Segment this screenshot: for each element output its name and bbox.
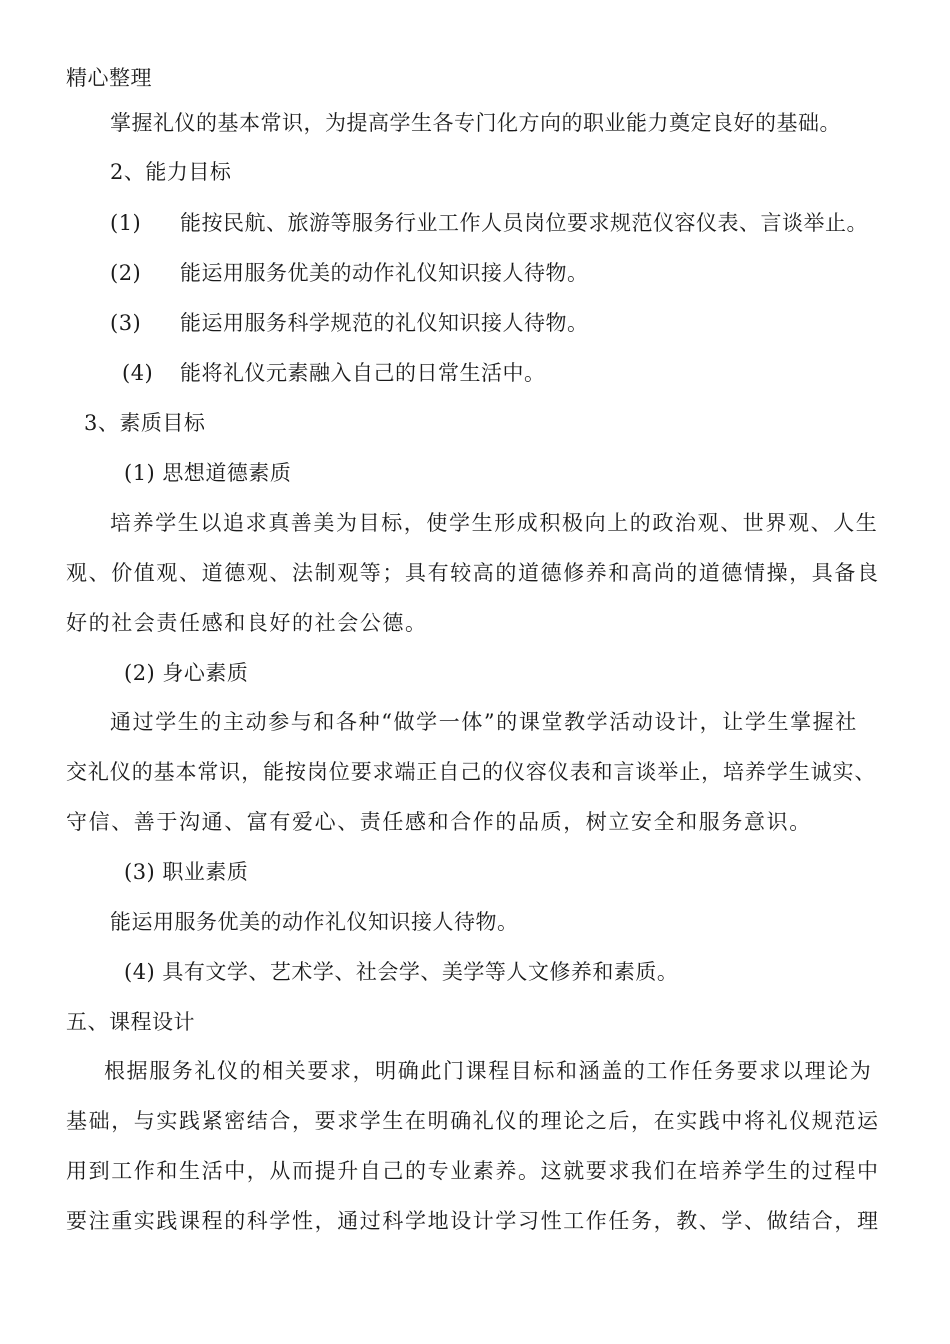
ability-item-1-text: 能按民航、旅游等服务行业工作人员岗位要求规范仪容仪表、言谈举止。 — [180, 211, 868, 235]
ability-heading: 2、能力目标 — [110, 160, 232, 184]
knowledge-goal-text: 掌握礼仪的基本常识，为提高学生各专门化方向的职业能力奠定良好的基础。 — [110, 111, 841, 135]
header-watermark: 精心整理 — [66, 66, 152, 90]
ability-item-2-text: 能运用服务优美的动作礼仪知识接人待物。 — [180, 261, 589, 285]
ability-item-3-num: (3) — [110, 311, 142, 335]
moral-quality-line-2: 观、价值观、道德观、法制观等；具有较高的道德修养和高尚的道德情操，具备良 — [66, 561, 880, 585]
mind-body-quality-line-1: 通过学生的主动参与和各种“做学一体”的课堂教学活动设计，让学生掌握社 — [110, 710, 858, 734]
ability-item-3-text: 能运用服务科学规范的礼仪知识接人待物。 — [180, 311, 589, 335]
ability-item-2-num: (2) — [110, 261, 142, 285]
ability-item-1-num: (1) — [110, 211, 142, 235]
course-design-line-4: 要注重实践课程的科学性，通过科学地设计学习性工作任务，教、学、做结合，理 — [66, 1209, 880, 1233]
ability-item-3 — [110, 309, 589, 337]
course-design-line-2: 基础，与实践紧密结合，要求学生在明确礼仪的理论之后，在实践中将礼仪规范运 — [66, 1109, 880, 1133]
ability-item-4-num: (4) — [122, 361, 154, 385]
quality-heading: 3、素质目标 — [84, 411, 206, 435]
ability-item-1 — [110, 209, 868, 237]
professional-quality-title: (3) 职业素质 — [124, 860, 249, 884]
moral-quality-line-3: 好的社会责任感和良好的社会公德。 — [66, 611, 428, 635]
professional-quality-line: 能运用服务优美的动作礼仪知识接人待物。 — [110, 910, 519, 934]
course-design-heading: 五、课程设计 — [66, 1010, 195, 1034]
ability-item-4-text: 能将礼仪元素融入自己的日常生活中。 — [180, 361, 546, 385]
ability-item-4 — [122, 359, 546, 387]
mind-body-quality-line-3: 守信、善于沟通、富有爱心、责任感和合作的品质，树立安全和服务意识。 — [66, 810, 812, 834]
course-design-line-3: 用到工作和生活中，从而提升自己的专业素养。这就要求我们在培养学生的过程中 — [66, 1159, 880, 1183]
mind-body-quality-line-2: 交礼仪的基本常识，能按岗位要求端正自己的仪容仪表和言谈举止，培养学生诚实、 — [66, 760, 877, 784]
ability-item-2 — [110, 259, 589, 287]
course-design-line-1: 根据服务礼仪的相关要求，明确此门课程目标和涵盖的工作任务要求以理论为 — [104, 1059, 873, 1083]
humanities-quality-item: (4) 具有文学、艺术学、社会学、美学等人文修养和素质。 — [124, 960, 679, 984]
mind-body-quality-title: (2) 身心素质 — [124, 661, 249, 685]
moral-quality-title: (1) 思想道德素质 — [124, 461, 292, 485]
moral-quality-line-1: 培养学生以追求真善美为目标，使学生形成积极向上的政治观、世界观、人生 — [110, 511, 879, 535]
